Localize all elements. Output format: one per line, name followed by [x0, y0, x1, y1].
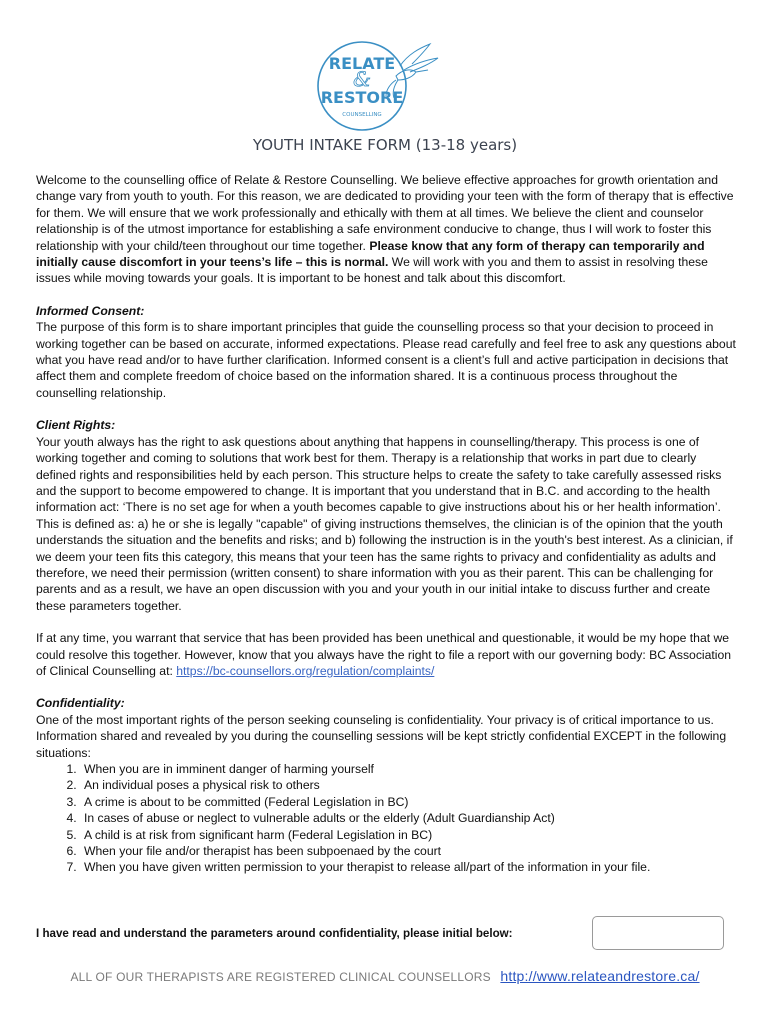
intro-text-end: We will work with you and them to assist in resolving these issues while moving towards your goals. It is important to be honest and talk about this discomfort. [36, 255, 708, 286]
initial-row [36, 916, 736, 956]
initial-input[interactable] [592, 916, 724, 950]
intro-bold-notice: Please know that any form of therapy can temporarily and initially cause discomfort in your teens’s life – this is normal. [36, 238, 705, 270]
intro-paragraph [36, 172, 736, 287]
form-title: YOUTH INTAKE FORM (13-18 years) [252, 136, 518, 154]
list-item: 2. An individual poses a physical risk to others [80, 777, 736, 793]
confidentiality-exceptions-list [36, 761, 736, 876]
list-item: 3. A crime is about to be committed (Federal Legislation in BC) [80, 794, 736, 810]
relate-restore-logo [312, 36, 458, 136]
initial-label: I have read and understand the parameters around confidentiality, please initial below: [36, 927, 513, 940]
list-item: 6. When your file and/or therapist has been subpoenaed by the court [80, 843, 736, 859]
logo-word-restore: RESTORE [320, 88, 404, 107]
informed-consent-heading: Informed Consent: [36, 303, 145, 318]
footer-text: ALL OF OUR THERAPISTS ARE REGISTERED CLINICAL COUNSELLORS [70, 970, 491, 984]
confidentiality-heading: Confidentiality: [36, 696, 125, 711]
logo-subtitle: COUNSELLING [342, 112, 382, 118]
complaints-link[interactable]: https://bc-counsellors.org/regulation/complaints/ [176, 663, 435, 678]
complaint-text: If at any time, you warrant that service that has been provided has been unethical and questionable, it would be my hope that we could resolve this together. However, know that you always have the right to file a report with our governing body: BC Association of Clinical Counselling at: [36, 631, 732, 678]
intro-text: Welcome to the counselling office of Relate & Restore Counselling. We believe effective approaches for growth orientation and change vary from youth to youth. For this reason, we are dedicated to providing your teen with the form of therapy that is effective for them. We will ensure that we work professionally and ethically with them at all times. We believe the client and counselor relationship is of the utmost importance for establishing a safe environment conducive to change, thus I will work to foster this relationship with your child/teen throughout our time together. [36, 173, 734, 253]
list-item: 1. When you are in imminent danger of harming yourself [80, 761, 736, 777]
footer [0, 968, 770, 984]
form-body [36, 172, 736, 876]
client-rights-text: Your youth always has the right to ask questions about anything that happens in counselling/therapy. This process is one of working together and coming to solutions that work best for them. Therapy is a relationship that works in part due to clearly defined rights and responsibilities held by each person. This structure helps to create the safety to take carefully assessed risks and the support to become empowered to change. It is important that you understand that in B.C. and according to the health information act: ‘There is no set age for when a youth becomes capable to give instructions about his or her health information’. This is defined as: a) he or she is legally "capable" of giving instructions themselves, the clinician is of the opinion that the youth understands the situation and the benefits and risks; and b) following the instruction is in the youth's best interest. As a clinician, if we deem your teen fits this category, this means that your teen has the same rights to privacy and confidentiality as adults and therefore, we need their permission (written consent) to share information with you as their parent. This can be challenging for parents and as a result, we have an open discussion with you and your youth in our initial intake to discuss further and create these parameters together. [36, 434, 733, 613]
confidentiality-text: One of the most important rights of the person seeking counseling is confidentiality. Your privacy is of critical importance to us. Information shared and revealed by you during the counselling sessions will be kept strictly confidential EXCEPT in the following situations: [36, 712, 727, 760]
list-item: 5. A child is at risk from significant harm (Federal Legislation in BC) [80, 827, 736, 843]
client-rights-heading: Client Rights: [36, 418, 116, 433]
logo-ampersand: & [353, 67, 371, 91]
list-item: 4. In cases of abuse or neglect to vulnerable adults or the elderly (Adult Guardianship Act) [80, 810, 736, 826]
list-item: 7. When you have given written permission to your therapist to release all/part of the information in your file. [80, 859, 736, 875]
complaint-paragraph [36, 630, 736, 679]
logo-word-relate: RELATE [328, 54, 396, 73]
informed-consent-text: The purpose of this form is to share important principles that guide the counselling process so that your decision to proceed in working together can be based on accurate, informed expectations. Please read carefully and feel free to ask any questions about what you have read and/or to have further clarification. Informed consent is a client’s full and active participation in decisions that affect them and complete freedom of choice based on the information shared. It is a continuous process throughout the counselling relationship. [36, 320, 736, 400]
website-link[interactable]: http://www.relateandrestore.ca/ [500, 968, 700, 984]
